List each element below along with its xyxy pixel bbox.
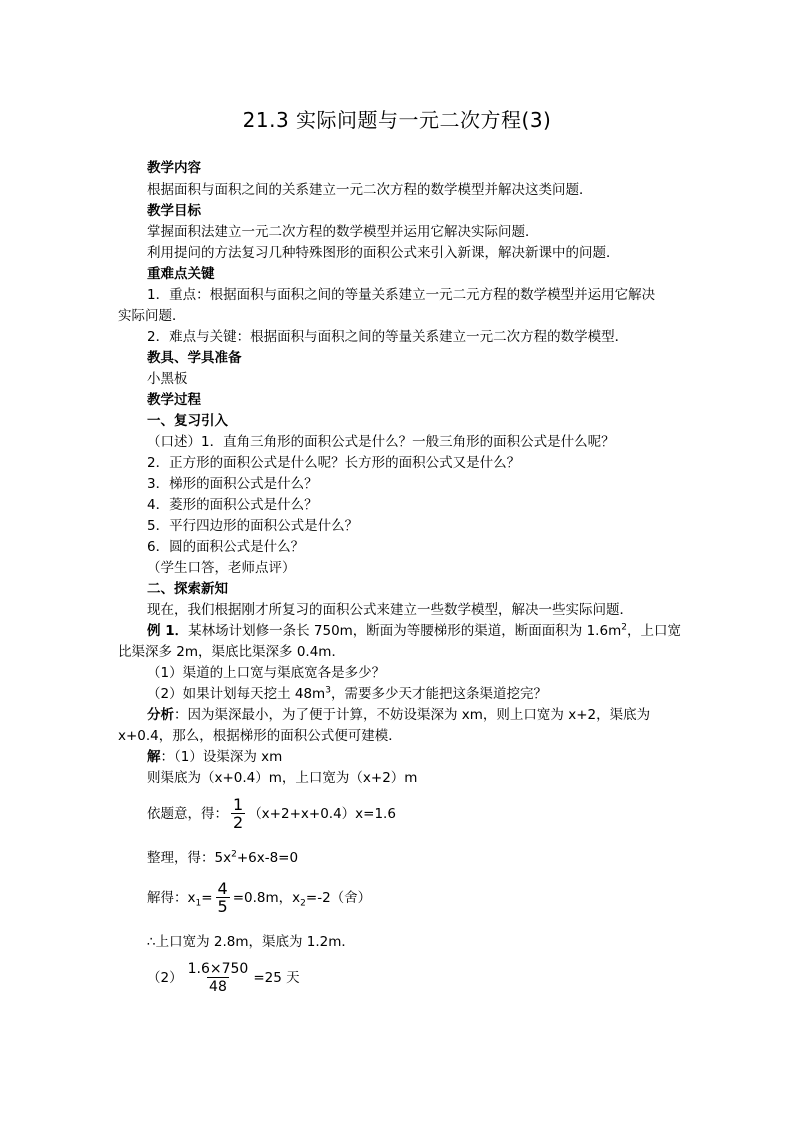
fraction-numerator: 4 bbox=[217, 878, 228, 898]
review-item: 6．圆的面积公式是什么？ bbox=[147, 539, 305, 555]
equation-text: +6x-8=0 bbox=[236, 850, 299, 866]
equation-1 bbox=[147, 796, 396, 832]
example-1-line-continued: 比渠深多 2m，渠底比渠深多 0.4m． bbox=[118, 644, 345, 660]
question-text: （2）如果计划每天挖土 48m bbox=[147, 686, 326, 702]
fraction-denominator: 48 bbox=[209, 978, 227, 995]
review-item: 4．菱形的面积公式是什么？ bbox=[147, 497, 318, 513]
equation-text: （2） bbox=[147, 970, 183, 986]
analysis-label: 分析 bbox=[147, 707, 174, 723]
solution-label: 解 bbox=[147, 749, 161, 765]
fraction-one-half bbox=[231, 794, 245, 832]
fraction-four-fifths bbox=[216, 878, 230, 916]
review-item: （口述）1．直角三角形的面积公式是什么？一般三角形的面积公式是什么呢？ bbox=[147, 434, 615, 450]
solution-line: 则渠底为（x+0.4）m，上口宽为（x+2）m bbox=[147, 770, 418, 786]
example-1-line bbox=[147, 621, 681, 641]
content-text: 根据面积与面积之间的关系建立一元二次方程的数学模型并解决这类问题． bbox=[147, 182, 593, 198]
equation-3 bbox=[147, 880, 371, 916]
analysis-line-continued: x+0.4，那么，根据梯形的面积公式便可建模． bbox=[118, 728, 402, 744]
fraction-days bbox=[186, 961, 251, 996]
goal-item: 掌握面积法建立一元二次方程的数学模型并运用它解决实际问题． bbox=[147, 224, 539, 240]
equation-2 bbox=[147, 848, 298, 868]
equation-4 bbox=[147, 960, 300, 996]
key-point-item-continued: 实际问题． bbox=[118, 308, 186, 324]
tools-text: 小黑板 bbox=[147, 371, 188, 387]
example-1-text: 某林场计划修一条长 750m，断面为等腰梯形的渠道，断面面积为 1.6m bbox=[188, 623, 622, 639]
subsection-heading-review: 一、复习引入 bbox=[147, 413, 228, 429]
fraction-denominator: 5 bbox=[217, 896, 228, 916]
section-heading-tools: 教具、学具准备 bbox=[147, 350, 242, 366]
section-heading-process: 教学过程 bbox=[147, 392, 201, 408]
section-heading-content: 教学内容 bbox=[147, 160, 201, 176]
example-1-question-2 bbox=[147, 684, 547, 704]
example-1-label: 例 1． bbox=[147, 623, 189, 639]
subscript: 1 bbox=[195, 898, 202, 909]
page-title: 21.3 实际问题与一元二次方程(3) bbox=[242, 108, 552, 132]
fraction-numerator: 1 bbox=[233, 794, 244, 814]
equation-text: = bbox=[201, 890, 213, 906]
equation-text: =-2（舍） bbox=[305, 890, 372, 906]
analysis-text: ：因为渠深最小，为了便于计算，不妨设渠深为 xm，则上口宽为 x+2，渠底为 bbox=[174, 707, 651, 723]
key-point-item: 2．难点与关键：根据面积与面积之间的等量关系建立一元二次方程的数学模型． bbox=[147, 329, 629, 345]
equation-text: 解得：x bbox=[147, 890, 196, 906]
equation-text: =0.8m，x bbox=[232, 890, 301, 906]
review-note: （学生口答，老师点评） bbox=[147, 560, 296, 576]
equation-text: 依题意，得： bbox=[147, 806, 228, 822]
solution-line bbox=[147, 747, 282, 767]
review-item: 5．平行四边形的面积公式是什么？ bbox=[147, 518, 359, 534]
equation-text: 整理，得：5x bbox=[147, 850, 232, 866]
solution-text: ：（1）设渠深为 xm bbox=[160, 749, 283, 765]
conclusion: ∴上口宽为 2.8m，渠底为 1.2m． bbox=[147, 934, 355, 950]
fraction-denominator: 2 bbox=[233, 812, 244, 832]
key-point-item: 1．重点：根据面积与面积之间的等量关系建立一元二元方程的数学模型并运用它解决 bbox=[147, 287, 656, 303]
subsection-heading-explore: 二、探索新知 bbox=[147, 581, 228, 597]
review-item: 2．正方形的面积公式是什么呢？长方形的面积公式又是什么？ bbox=[147, 455, 521, 471]
review-item: 3．梯形的面积公式是什么？ bbox=[147, 476, 318, 492]
equation-text: （x+2+x+0.4）x=1.6 bbox=[248, 806, 396, 822]
superscript: 2 bbox=[621, 622, 627, 633]
subscript: 2 bbox=[300, 898, 306, 909]
superscript: 2 bbox=[231, 849, 237, 860]
example-1-text: ，上口宽 bbox=[626, 623, 681, 639]
goal-item: 利用提问的方法复习几种特殊图形的面积公式来引入新课，解决新课中的问题． bbox=[147, 245, 620, 261]
superscript: 3 bbox=[325, 685, 331, 696]
example-1-question-1: （1）渠道的上口宽与渠底宽各是多少？ bbox=[147, 665, 386, 681]
explore-intro: 现在，我们根据刚才所复习的面积公式来建立一些数学模型，解决一些实际问题． bbox=[147, 602, 633, 618]
analysis-line bbox=[147, 705, 650, 725]
section-heading-key-points: 重难点关键 bbox=[147, 266, 215, 282]
fraction-numerator: 1.6×750 bbox=[187, 960, 249, 977]
section-heading-goals: 教学目标 bbox=[147, 203, 201, 219]
question-text: ，需要多少天才能把这条渠道挖完？ bbox=[330, 686, 547, 702]
equation-text: =25 天 bbox=[253, 970, 300, 986]
